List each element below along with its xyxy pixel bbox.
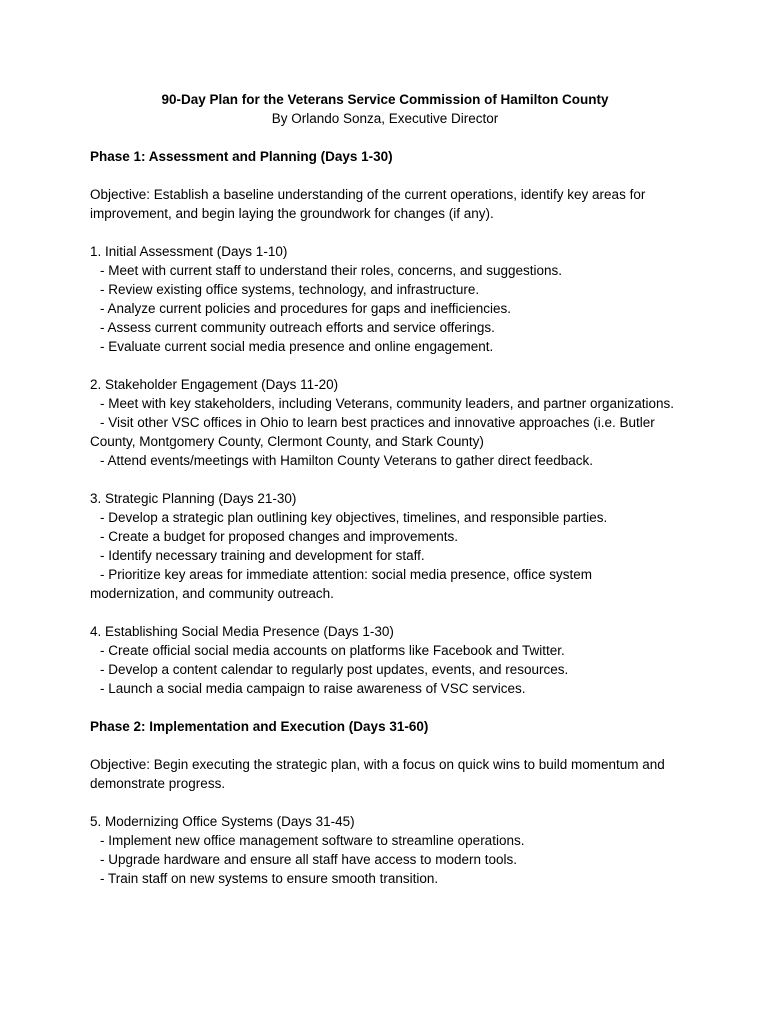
list-item: - Launch a social media campaign to raise awareness of VSC services. [100,681,526,696]
section-heading: 5. Modernizing Office Systems (Days 31-45) [90,814,355,829]
section-heading: 3. Strategic Planning (Days 21-30) [90,491,297,506]
list-item: - Attend events/meetings with Hamilton County Veterans to gather direct feedback. [100,453,594,468]
list-item: - Prioritize key areas for immediate attention: social media presence, office system modernization, and community outreach. [90,567,592,601]
phase-1-objective: Objective: Establish a baseline understanding of the current operations, identify key areas for improvement, and begin laying the groundwork for changes (if any). [90,187,646,221]
phase-1-heading: Phase 1: Assessment and Planning (Days 1-30) [90,149,393,164]
section-stakeholder-engagement [90,375,680,470]
section-heading: 1. Initial Assessment (Days 1-10) [90,244,288,259]
list-item: - Upgrade hardware and ensure all staff have access to modern tools. [100,852,517,867]
list-item: - Evaluate current social media presence and online engagement. [100,339,494,354]
list-item: - Create a budget for proposed changes and improvements. [100,529,458,544]
list-item: - Analyze current policies and procedures for gaps and inefficiencies. [100,301,511,316]
list-item: - Create official social media accounts on platforms like Facebook and Twitter. [100,643,565,658]
document-title: 90-Day Plan for the Veterans Service Commission of Hamilton County [161,92,609,107]
document-page [90,90,680,907]
section-social-media [90,622,680,698]
phase-2-heading: Phase 2: Implementation and Execution (Days 31-60) [90,719,429,734]
section-heading: 4. Establishing Social Media Presence (Days 1-30) [90,624,394,639]
section-initial-assessment [90,242,680,356]
section-strategic-planning [90,489,680,603]
list-item: - Develop a content calendar to regularly post updates, events, and resources. [100,662,569,677]
list-item: - Train staff on new systems to ensure smooth transition. [100,871,439,886]
section-heading: 2. Stakeholder Engagement (Days 11-20) [90,377,339,392]
list-item: - Review existing office systems, technology, and infrastructure. [100,282,480,297]
list-item: - Visit other VSC offices in Ohio to learn best practices and innovative approaches (i.e. Butler County, Montgomery County, Clermont County, and Stark County) [90,415,655,449]
list-item: - Implement new office management software to streamline operations. [100,833,525,848]
list-item: - Assess current community outreach efforts and service offerings. [100,320,495,335]
list-item: - Identify necessary training and development for staff. [100,548,425,563]
phase-2-objective: Objective: Begin executing the strategic plan, with a focus on quick wins to build momentum and demonstrate progress. [90,757,665,791]
section-modernizing-office [90,812,680,888]
document-byline: By Orlando Sonza, Executive Director [271,111,499,126]
list-item: - Develop a strategic plan outlining key objectives, timelines, and responsible parties. [100,510,608,525]
list-item: - Meet with current staff to understand their roles, concerns, and suggestions. [100,263,562,278]
title-block [90,90,680,128]
list-item: - Meet with key stakeholders, including Veterans, community leaders, and partner organizations. [100,396,675,411]
